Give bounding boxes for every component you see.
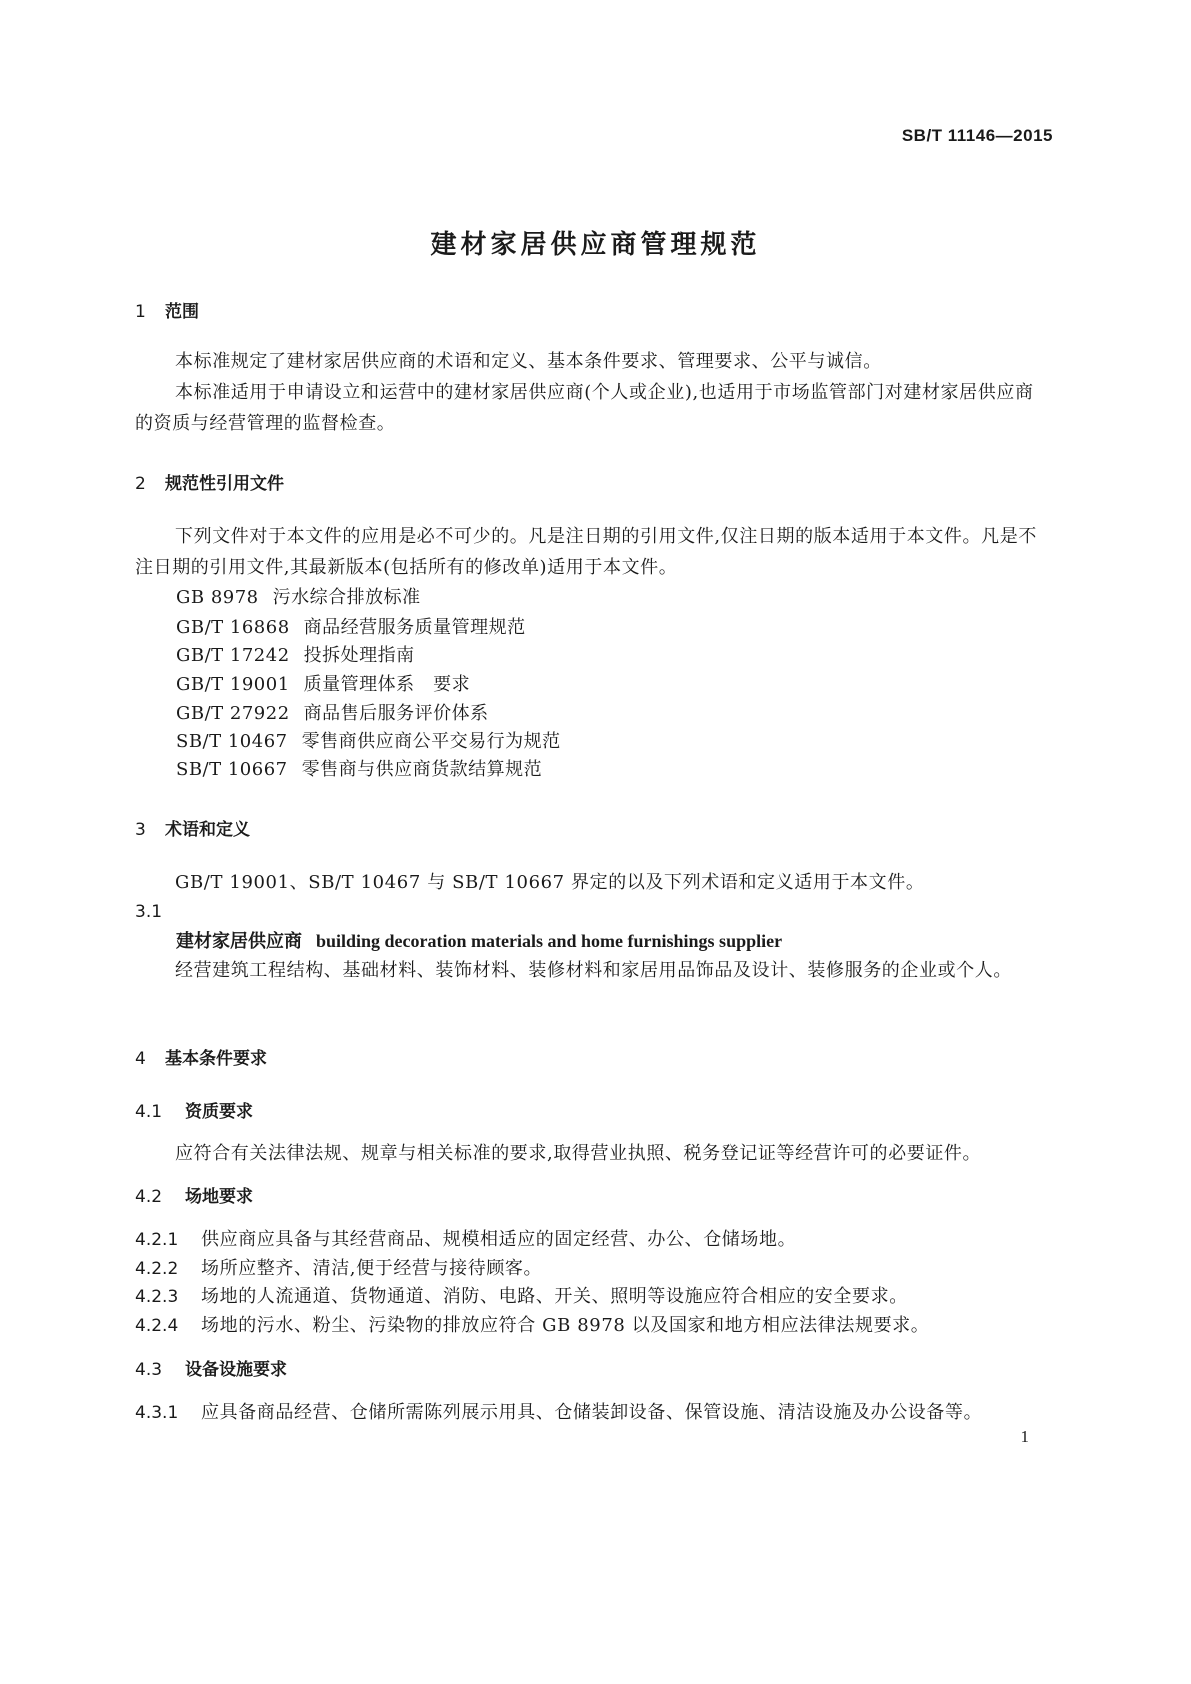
reference-item (176, 727, 561, 753)
subsection-4-1-heading (135, 1097, 253, 1122)
reference-code: SB/T 10467 (176, 731, 288, 752)
reference-item (176, 670, 470, 696)
term-definition: 经营建筑工程结构、基础材料、装饰材料、装修材料和家居用品饰品及设计、装修服务的企业或个人。 (175, 960, 1012, 981)
clause-item (135, 1282, 908, 1308)
clause-item (135, 1254, 542, 1280)
section-title: 术语和定义 (165, 820, 250, 840)
section-number: 2 (135, 474, 146, 494)
clause-number: 4.2.3 (135, 1287, 179, 1307)
clause-number: 4.3.1 (135, 1403, 179, 1423)
clause-text: 场地的污水、粉尘、污染物的排放应符合 GB 8978 以及国家和地方相应法律法规要求。 (201, 1315, 930, 1336)
terms-intro-paragraph: GB/T 19001、SB/T 10467 与 SB/T 10667 界定的以及下列术语和定义适用于本文件。 (175, 872, 925, 893)
references-intro-paragraph: 下列文件对于本文件的应用是必不可少的。凡是注日期的引用文件,仅注日期的版本适用于本文件。凡是不注日期的引用文件,其最新版本(包括所有的修改单)适用于本文件。 (135, 526, 1037, 578)
subsection-title: 场地要求 (185, 1187, 253, 1207)
section-title: 规范性引用文件 (165, 474, 284, 494)
section-title: 范围 (165, 302, 199, 322)
qualification-paragraph: 应符合有关法律法规、规章与相关标准的要求,取得营业执照、税务登记证等经营许可的必要证件。 (175, 1143, 982, 1164)
reference-title: 投拆处理指南 (303, 645, 415, 666)
section-number: 1 (135, 302, 146, 322)
reference-title: 零售商与供应商货款结算规范 (301, 759, 543, 780)
subsection-number: 4.1 (135, 1102, 163, 1122)
subsection-title: 资质要求 (185, 1102, 253, 1122)
subsection-4-2-heading (135, 1182, 253, 1207)
clause-item (135, 1398, 982, 1424)
subsection-number: 4.2 (135, 1187, 163, 1207)
clause-number: 4.2.1 (135, 1230, 179, 1250)
reference-item (176, 755, 542, 781)
clause-number: 4.2.2 (135, 1259, 179, 1279)
clause-item (135, 1311, 929, 1337)
subsection-number: 4.3 (135, 1360, 163, 1380)
reference-title: 商品经营服务质量管理规范 (303, 617, 526, 638)
reference-title: 质量管理体系 要求 (303, 674, 471, 695)
subsection-title: 设备设施要求 (185, 1360, 287, 1380)
clause-text: 应具备商品经营、仓储所需陈列展示用具、仓储装卸设备、保管设施、清洁设施及办公设备等。 (201, 1402, 983, 1423)
reference-code: GB/T 27922 (176, 703, 290, 724)
reference-title: 污水综合排放标准 (272, 587, 421, 608)
reference-code: GB/T 19001 (176, 674, 290, 695)
section-number: 4 (135, 1049, 146, 1069)
reference-code: GB 8978 (176, 587, 259, 608)
document-title: 建材家居供应商管理规范 (430, 230, 761, 260)
scope-paragraph-1: 本标准规定了建材家居供应商的术语和定义、基本条件要求、管理要求、公平与诚信。 (175, 351, 882, 372)
section-4-heading (135, 1044, 267, 1069)
reference-item (176, 583, 421, 609)
reference-item (176, 641, 415, 667)
term-english: building decoration materials and home furnishings supplier (316, 931, 783, 951)
clause-text: 供应商应具备与其经营商品、规模相适应的固定经营、办公、仓储场地。 (201, 1229, 797, 1250)
page-number: 1 (1020, 1427, 1029, 1446)
subsection-4-3-heading (135, 1355, 287, 1380)
standard-code: SB/T 11146—2015 (901, 126, 1053, 145)
scope-paragraph-2: 本标准适用于申请设立和运营中的建材家居供应商(个人或企业),也适用于市场监管部门对建材家居供应商的资质与经营管理的监督检查。 (135, 382, 1034, 434)
section-2-heading (135, 469, 284, 494)
reference-item (176, 613, 526, 639)
section-3-heading (135, 815, 250, 840)
section-1-heading (135, 297, 199, 322)
reference-title: 商品售后服务评价体系 (303, 703, 489, 724)
reference-code: GB/T 16868 (176, 617, 290, 638)
clause-text: 场所应整齐、清洁,便于经营与接待顾客。 (201, 1258, 543, 1279)
clause-number: 4.2.4 (135, 1316, 179, 1336)
reference-code: SB/T 10667 (176, 759, 288, 780)
section-title: 基本条件要求 (165, 1049, 267, 1069)
section-number: 3 (135, 820, 146, 840)
term-number: 3.1 (135, 902, 163, 922)
clause-text: 场地的人流通道、货物通道、消防、电路、开关、照明等设施应符合相应的安全要求。 (201, 1286, 908, 1307)
reference-code: GB/T 17242 (176, 645, 290, 666)
term-entry (176, 927, 782, 953)
clause-item (135, 1225, 796, 1251)
reference-title: 零售商供应商公平交易行为规范 (301, 731, 561, 752)
term-chinese: 建材家居供应商 (176, 931, 302, 952)
reference-item (176, 699, 489, 725)
